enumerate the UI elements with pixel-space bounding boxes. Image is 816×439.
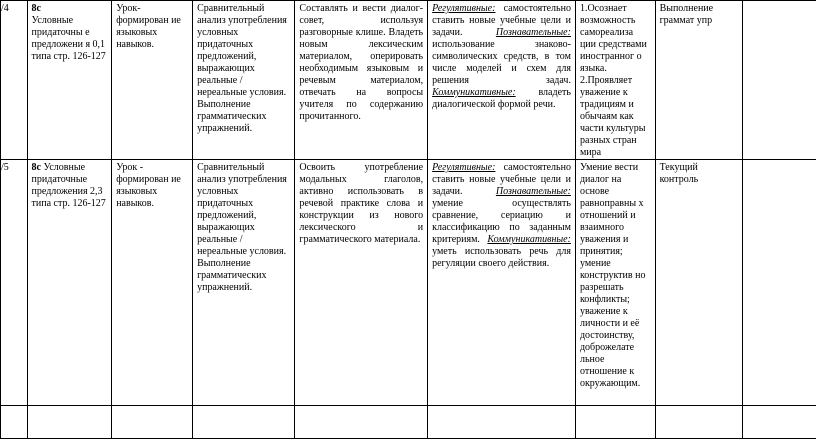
communicative-text: владеть диалогической формой речи. <box>432 87 571 110</box>
row-number: /4 <box>1 1 28 160</box>
control-cell: Выполнение граммат упр <box>655 1 742 160</box>
control-cell: Текущий контроль <box>655 160 742 406</box>
row-number: /5 <box>1 160 28 406</box>
cognitive-label: Познавательные: <box>496 186 571 197</box>
regulative-label: Регулятивные: <box>432 162 495 173</box>
communicative-text: уметь использовать речь для регуляции своего действия. <box>432 246 571 269</box>
uud-cell <box>428 160 576 406</box>
personal-results-cell: 1.Осознает возможность самореализа ции средствами иностранног о языка. 2.Проявляет уважение к традициям и обычаям как части культуры разных стран мира <box>575 1 655 160</box>
topic-class: 8c <box>32 162 41 173</box>
topic-class: 8c <box>32 3 108 15</box>
topic-cell <box>27 1 112 160</box>
content-cell: Сравнительный анализ употребления условных придаточных предложений, выражающих реальные / нереальные условия. Выполнение грамматических упражнений. <box>193 1 295 160</box>
table-row <box>1 1 816 160</box>
communicative-label: Коммуникативные: <box>487 234 571 245</box>
empty-cell <box>742 160 816 406</box>
cognitive-text: умение осуществлять сравнение, сериацию и классификацию по заданным критериям. <box>432 198 571 245</box>
regulative-text: самостоятельно ставить новые учебные цели и задачи. <box>432 3 571 38</box>
cognitive-text: использование знаково-символических средств, в том числе моделей и схем для решения задач. <box>432 39 571 86</box>
topic-text: Условные придаточны е предложени я 0,1 типа стр. 126-127 <box>32 15 108 63</box>
regulative-text: самостоятельно ставить новые учебные цели и задачи. <box>432 162 571 197</box>
communicative-label: Коммуникативные: <box>432 87 516 98</box>
personal-results-cell: Умение вести диалог на основе равноправны х отношений и взаимного уважения и принятия; умение конструктив но разрешать конфликты; уважение к личности и её достоинству, доброжелате льное отношение к окружающим. <box>575 160 655 406</box>
topic-cell <box>27 160 112 406</box>
content-cell: Сравнительный анализ употребления условных придаточных предложений, выражающих реальные / нереальные условия. Выполнение грамматических упражнений. <box>193 160 295 406</box>
subject-results-cell: Составлять и вести диалог-совет, используя разговорные клише. Владеть новым лексическим материалом, оперировать необходимым языковым и речевым материалом, отвечать на вопросы учителя по содержанию прочитанного. <box>295 1 428 160</box>
lesson-type-cell: Урок-формирован ие языковых навыков. <box>112 1 193 160</box>
topic-text: Условные придаточные предложения 2,3 типа стр. 126-127 <box>32 162 106 209</box>
cognitive-label: Познавательные: <box>496 27 571 38</box>
lesson-type-cell: Урок - формирован ие языковых навыков. <box>112 160 193 406</box>
regulative-label: Регулятивные: <box>432 3 495 14</box>
subject-results-cell: Освоить употребление модальных глаголов, активно использовать в речевой практике слова и конструкции из нового лексического и грамматического материала. <box>295 160 428 406</box>
empty-cell <box>742 1 816 160</box>
table-row <box>1 160 816 406</box>
uud-cell <box>428 1 576 160</box>
